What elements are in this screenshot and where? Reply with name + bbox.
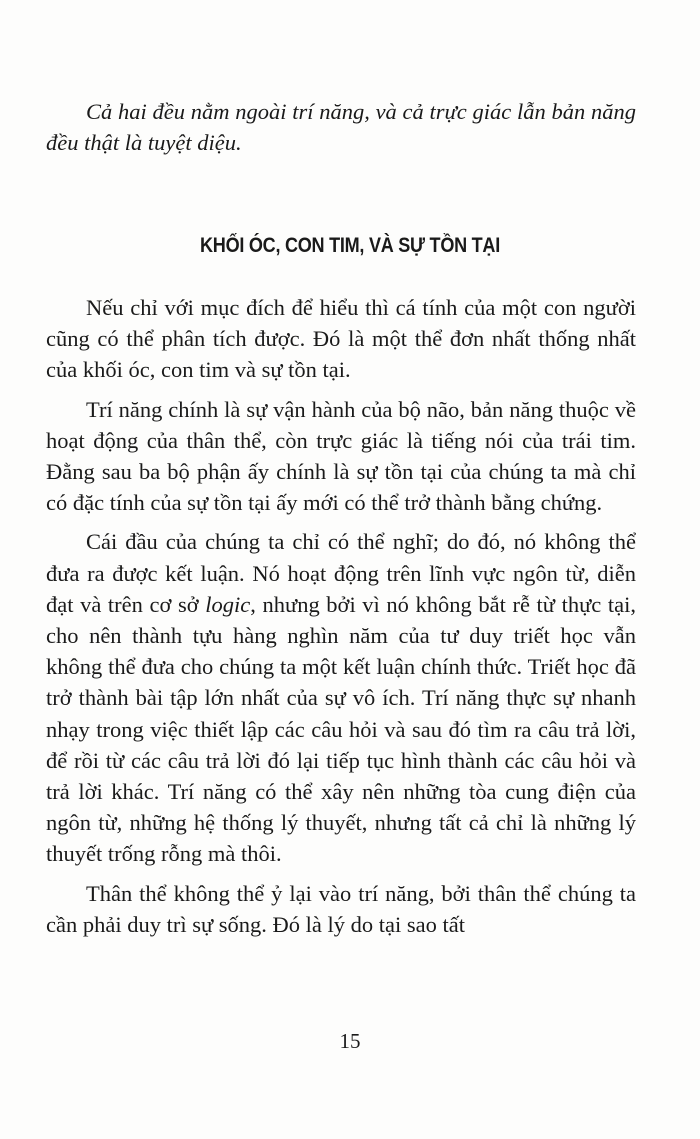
section-body: [46, 292, 636, 948]
intro-paragraph: Cả hai đều nằm ngoài trí năng, và cả trực giác lẫn bản năng đều thật là tuyệt diệu.: [46, 99, 636, 155]
section-heading: KHỐI ÓC, CON TIM, VÀ SỰ TỒN TẠI: [200, 234, 500, 257]
paragraph-2: Trí năng chính là sự vận hành của bộ não, bản năng thuộc về hoạt động của thân thể, còn trực giác là tiếng nói của trái tim. Đằng sau ba bộ phận ấy chính là sự tồn tại của chúng ta mà chỉ có đặc tính của sự tồn tại ấy mới có thể trở thành bằng chứng.: [46, 396, 636, 516]
paragraph-3-text-before: Cái đầu của chúng ta chỉ có thể nghĩ; do đó, nó không thể đưa ra được kết luận. Nó hoạt động trên lĩnh vực ngôn từ, diễn đạt và trên cơ sở: [46, 529, 636, 617]
paragraph-4: Thân thể không thể ỷ lại vào trí năng, bởi thân thể chúng ta cần phải duy trì sự sống. Đó là lý do tại sao tất: [46, 880, 636, 937]
paragraph-1: Nếu chỉ với mục đích để hiểu thì cá tính của một con người cũng có thể phân tích được. Đó là một thể đơn nhất thống nhất của khối óc, con tim và sự tồn tại.: [46, 295, 636, 383]
page-number: 15: [339, 1029, 361, 1053]
paragraph-3-text-after: , nhưng bởi vì nó không bắt rễ từ thực tại, cho nên thành tựu hàng nghìn năm của tư duy triết học vẫn không thể đưa cho chúng ta một kết luận chính thức. Triết học đã trở thành bài tập lớn nhất của sự vô ích. Trí năng thực sự nhanh nhạy trong việc thiết lập các câu hỏi và sau đó tìm ra câu trả lời, để rồi từ các câu trả lời đó lại tiếp tục hình thành các câu hỏi và trả lời khác. Trí năng có thể xây nên những tòa cung điện của ngôn từ, những hệ thống lý thuyết, nhưng tất cả chỉ là những lý thuyết trống rỗng mà thôi.: [46, 591, 636, 867]
paragraph-3: [46, 526, 636, 869]
paragraph-3-italic-term: logic: [205, 591, 251, 617]
